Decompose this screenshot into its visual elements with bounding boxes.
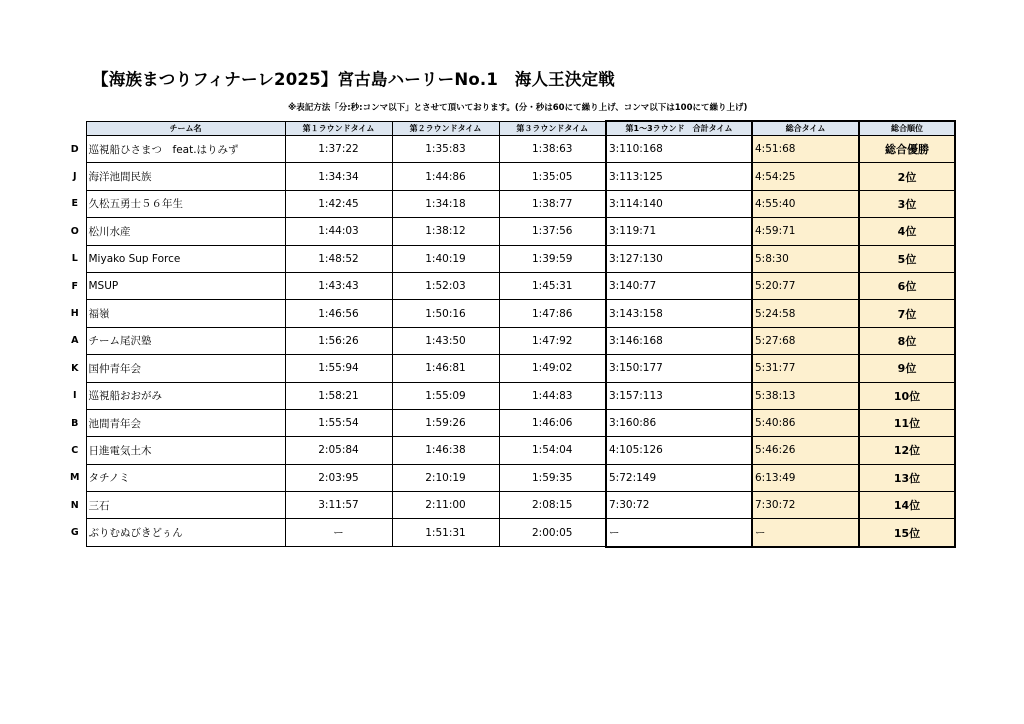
lane-letter: H (70, 308, 79, 320)
round1-time: 3:11:57 (285, 492, 392, 519)
round1-time: 2:03:95 (285, 464, 392, 491)
sum-header: 第1～3ラウンド 合計タイム (606, 121, 752, 136)
team-header: チーム名 (86, 121, 285, 136)
table-row (64, 136, 955, 163)
table-row (64, 218, 955, 245)
table-row (64, 409, 955, 436)
sum-time: 3:157:113 (606, 382, 752, 409)
sum-time: 4:105:126 (606, 437, 752, 464)
sum-time: 3:140:77 (606, 272, 752, 299)
round2-time: 1:51:31 (392, 519, 499, 547)
team-name: 福嶺 (86, 300, 285, 327)
lane-letter: N (70, 499, 79, 511)
lane-letter: I (72, 390, 77, 402)
team-name: 巡視船ひさまつ feat.はりみず (86, 136, 285, 163)
round1-time: 1:43:43 (285, 272, 392, 299)
round3-header: 第３ラウンドタイム (499, 121, 606, 136)
results-table (64, 120, 956, 548)
round3-time: 1:37:56 (499, 218, 606, 245)
round2-header: 第２ラウンドタイム (392, 121, 499, 136)
lane-letter: L (71, 253, 78, 265)
lane-letter: C (71, 444, 79, 456)
round3-time: 1:39:59 (499, 245, 606, 272)
table-row (64, 437, 955, 464)
sum-time: 3:150:177 (606, 355, 752, 382)
round1-time: 1:48:52 (285, 245, 392, 272)
total-time: 5:38:13 (752, 382, 859, 409)
lane-letter: D (70, 143, 79, 155)
round1-time: 1:37:22 (285, 136, 392, 163)
rank-header: 総合順位 (859, 121, 955, 136)
round2-time: 1:35:83 (392, 136, 499, 163)
team-name: チーム尾沢塾 (86, 327, 285, 354)
round2-time: 1:52:03 (392, 272, 499, 299)
round1-time: 1:34:34 (285, 163, 392, 190)
sum-time: 3:119:71 (606, 218, 752, 245)
round1-time: 1:46:56 (285, 300, 392, 327)
round1-time: 1:42:45 (285, 190, 392, 217)
total-time: 4:59:71 (752, 218, 859, 245)
lane-letter: G (70, 527, 79, 539)
round2-time: 2:11:00 (392, 492, 499, 519)
round3-time: 2:08:15 (499, 492, 606, 519)
total-time: 4:54:25 (752, 163, 859, 190)
lane-letter: B (71, 417, 79, 429)
round2-time: 2:10:19 (392, 464, 499, 491)
overall-rank: 15位 (859, 519, 955, 547)
round1-time: 2:05:84 (285, 437, 392, 464)
round2-time: 1:34:18 (392, 190, 499, 217)
table-row (64, 492, 955, 519)
round2-time: 1:44:86 (392, 163, 499, 190)
sum-time: 3:114:140 (606, 190, 752, 217)
round2-time: 1:59:26 (392, 409, 499, 436)
round3-time: 1:46:06 (499, 409, 606, 436)
total-time: 6:13:49 (752, 464, 859, 491)
total-time: ー (752, 519, 859, 547)
table-row (64, 355, 955, 382)
page-title: 【海族まつりフィナーレ2025】宮古島ハーリーNo.1 海人王決定戦 (92, 70, 615, 89)
table-row (64, 300, 955, 327)
total-time: 5:40:86 (752, 409, 859, 436)
overall-rank: 7位 (859, 300, 955, 327)
overall-rank: 14位 (859, 492, 955, 519)
total-time: 5:46:26 (752, 437, 859, 464)
lane-letter: M (70, 472, 80, 484)
overall-rank: 9位 (859, 355, 955, 382)
round3-time: 1:47:86 (499, 300, 606, 327)
lane-letter: K (71, 362, 79, 374)
round2-time: 1:40:19 (392, 245, 499, 272)
round3-time: 1:44:83 (499, 382, 606, 409)
team-name: 海洋池間民族 (86, 163, 285, 190)
total-time: 5:20:77 (752, 272, 859, 299)
lane-letter: E (71, 198, 78, 210)
team-name: ぶりむぬびきどぅん (86, 519, 285, 547)
total-time: 5:27:68 (752, 327, 859, 354)
round3-time: 1:45:31 (499, 272, 606, 299)
overall-rank: 10位 (859, 382, 955, 409)
overall-rank: 8位 (859, 327, 955, 354)
team-name: 巡視船おおがみ (86, 382, 285, 409)
round1-time: 1:44:03 (285, 218, 392, 245)
round3-time: 2:00:05 (499, 519, 606, 547)
header-row (64, 121, 955, 136)
table-row (64, 245, 955, 272)
sum-time: 3:146:168 (606, 327, 752, 354)
table-row (64, 190, 955, 217)
table-row (64, 327, 955, 354)
notation-note: ※表記方法「分:秒:コンマ以下」とさせて頂いております。(分・秒は60にて繰り上げ、コンマ以下は100にて繰り上げ) (288, 103, 748, 113)
total-time: 5:8:30 (752, 245, 859, 272)
round3-time: 1:35:05 (499, 163, 606, 190)
sum-time: 3:143:158 (606, 300, 752, 327)
team-name: Miyako Sup Force (86, 245, 285, 272)
round2-time: 1:43:50 (392, 327, 499, 354)
total-time: 4:55:40 (752, 190, 859, 217)
overall-rank: 11位 (859, 409, 955, 436)
round2-time: 1:50:16 (392, 300, 499, 327)
round3-time: 1:38:63 (499, 136, 606, 163)
round3-time: 1:54:04 (499, 437, 606, 464)
round1-time: 1:56:26 (285, 327, 392, 354)
overall-rank: 4位 (859, 218, 955, 245)
round3-time: 1:59:35 (499, 464, 606, 491)
sum-time: ー (606, 519, 752, 547)
team-name: 日進電気土木 (86, 437, 285, 464)
table-row (64, 272, 955, 299)
round3-time: 1:49:02 (499, 355, 606, 382)
total-time: 7:30:72 (752, 492, 859, 519)
team-name: 久松五勇士５６年生 (86, 190, 285, 217)
table-row (64, 163, 955, 190)
overall-rank: 3位 (859, 190, 955, 217)
overall-rank: 6位 (859, 272, 955, 299)
sum-time: 7:30:72 (606, 492, 752, 519)
total-time: 5:24:58 (752, 300, 859, 327)
lane-letter: O (70, 225, 79, 237)
table-row (64, 382, 955, 409)
round1-time: 1:55:94 (285, 355, 392, 382)
team-name: 三石 (86, 492, 285, 519)
team-name: 松川水産 (86, 218, 285, 245)
round2-time: 1:46:81 (392, 355, 499, 382)
team-name: 池間青年会 (86, 409, 285, 436)
lane-header (64, 121, 86, 136)
sum-time: 3:110:168 (606, 136, 752, 163)
overall-rank: 2位 (859, 163, 955, 190)
table-row (64, 464, 955, 491)
lane-letter: F (71, 280, 78, 292)
lane-letter: A (71, 335, 79, 347)
sum-time: 5:72:149 (606, 464, 752, 491)
total-header: 総合タイム (752, 121, 859, 136)
round1-time: 1:58:21 (285, 382, 392, 409)
team-name: 国仲青年会 (86, 355, 285, 382)
round1-time: ー (285, 519, 392, 547)
round1-time: 1:55:54 (285, 409, 392, 436)
overall-rank: 総合優勝 (859, 136, 955, 163)
lane-letter: J (72, 171, 77, 183)
table-row (64, 519, 955, 547)
overall-rank: 12位 (859, 437, 955, 464)
sum-time: 3:160:86 (606, 409, 752, 436)
overall-rank: 5位 (859, 245, 955, 272)
round2-time: 1:38:12 (392, 218, 499, 245)
team-name: MSUP (86, 272, 285, 299)
team-name: タチノミ (86, 464, 285, 491)
sum-time: 3:127:130 (606, 245, 752, 272)
round1-header: 第１ラウンドタイム (285, 121, 392, 136)
round3-time: 1:38:77 (499, 190, 606, 217)
round2-time: 1:55:09 (392, 382, 499, 409)
total-time: 4:51:68 (752, 136, 859, 163)
total-time: 5:31:77 (752, 355, 859, 382)
sum-time: 3:113:125 (606, 163, 752, 190)
results-body (64, 136, 955, 547)
round3-time: 1:47:92 (499, 327, 606, 354)
round2-time: 1:46:38 (392, 437, 499, 464)
overall-rank: 13位 (859, 464, 955, 491)
